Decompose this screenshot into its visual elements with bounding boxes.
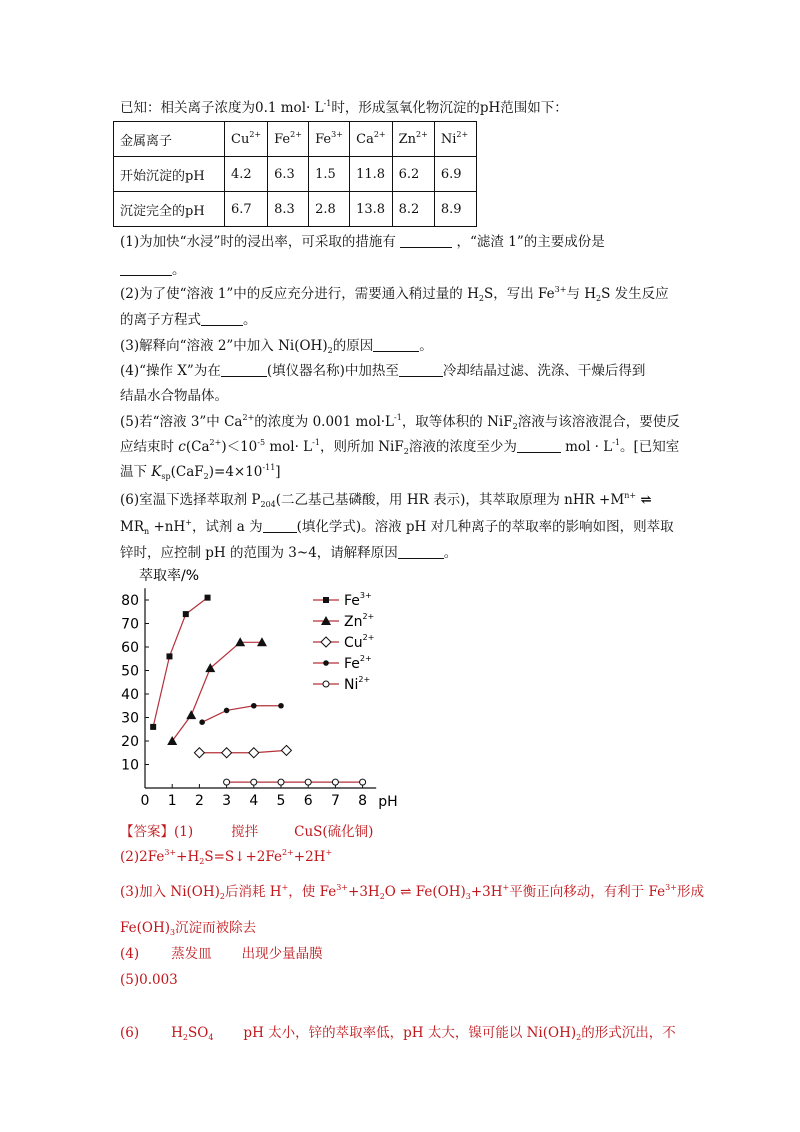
answer-3: (3)加入 $Ni(OH)_2$后消耗 H+，使 $Fe^{3+}+3H_2O$ ⇌ $Fe(OH)_3+3H^+$平衡正向移动，有利于 $Fe^{3+}$形成 (120, 883, 704, 901)
table-header-cell: $Fe^{3+}$ (309, 122, 350, 157)
table-row-label: 沉淀完全的pH (114, 192, 225, 227)
question-5: (5)若“溶液 3”中 $Ca^{2+}$的浓度为 0.001 $mol\cdot L^{-1}$，取等体积的 NiF$_2$溶液与该溶液混合，要使反 (120, 413, 680, 431)
data-point (222, 748, 232, 758)
question-6-cont: $MR_n +nH^+$，试剂 a 为 (填化学式)。溶液 pH 对几种离子的萃取率的影响如图，则萃取 (120, 518, 674, 536)
table-cell: 6.3 (268, 157, 309, 192)
data-point (323, 597, 329, 603)
table-cell: 6.7 (225, 192, 268, 227)
data-point (183, 611, 189, 617)
table-header-cell: $Ni^{2+}$ (434, 122, 476, 157)
data-point (281, 745, 291, 755)
chart-series (150, 595, 365, 785)
question-4-cont: 结晶水合物晶体。 (120, 388, 228, 404)
data-point (224, 708, 230, 714)
answer-blank (263, 518, 297, 533)
data-point (305, 779, 311, 785)
data-point (166, 653, 172, 659)
table-row (114, 192, 477, 227)
answer-blank (399, 362, 443, 377)
answer-blank (517, 438, 561, 453)
table-cell: 6.2 (392, 157, 434, 192)
table-cell: 4.2 (225, 157, 268, 192)
data-point (249, 748, 259, 758)
answer-2: $(2)2Fe^{3+}+H_2S=S↓+2Fe^{2+}+2H^+$ (120, 848, 333, 866)
table-cell: 11.8 (350, 157, 393, 192)
table-cell: 2.8 (309, 192, 350, 227)
data-point (186, 710, 196, 719)
question-5-cont2: 温下 $K_{sp}(CaF_2)=4\times 10^{-11}$] (120, 463, 281, 481)
chart-ticks (121, 593, 367, 809)
data-point (150, 724, 156, 730)
table-header-cell: $Ca^{2+}$ (350, 122, 393, 157)
answer-blank (120, 261, 172, 276)
data-point (205, 595, 211, 601)
data-point (332, 779, 338, 785)
x-tick-label: 3 (222, 793, 232, 809)
question-3: (3)解释向“溶液 2”中加入 $Ni(OH)_2$的原因 。 (120, 338, 433, 355)
x-tick-label: 2 (194, 793, 204, 809)
x-tick-label: 7 (330, 793, 340, 809)
chart-legend (313, 591, 374, 693)
x-tick-label: 8 (358, 793, 368, 809)
intro-text: 已知：相关离子浓度为0.1 $mol\cdot L^{-1}$时，形成氢氧化物沉淀的pH范围如下： (120, 99, 568, 116)
table-header-cell: $Zn^{2+}$ (392, 122, 434, 157)
table-cell: 1.5 (309, 157, 350, 192)
data-point (278, 779, 284, 785)
legend-label: $Cu^{2+}$ (344, 633, 375, 651)
table-cell: 8.3 (268, 192, 309, 227)
question-2-cont: 的离子方程式 。 (120, 312, 257, 328)
data-point (224, 779, 230, 785)
table-row-label: 开始沉淀的pH (114, 157, 225, 192)
data-point (251, 779, 257, 785)
data-point (167, 736, 177, 745)
table-cell: 6.9 (434, 157, 476, 192)
answer-blank (400, 233, 452, 248)
question-1-cont: 。 (120, 260, 186, 280)
data-point (321, 637, 331, 647)
series-line (172, 642, 262, 741)
y-tick-label: 30 (121, 710, 139, 727)
legend-label: $Fe^{3+}$ (344, 591, 372, 609)
series-line (199, 750, 286, 752)
question-6: (6)室温下选择萃取剂 $P_{204}$(二乙基己基磷酸，用 HR 表示)，其萃取原理为 nHR $+M^{n+}$ ⇌ (120, 491, 652, 509)
answer-1: 【答案】(1) 搅拌 CuS(硫化铜) (120, 824, 374, 840)
table-row (114, 157, 477, 192)
question-6-cont2: 锌时，应控制 pH 的范围为 3~4，请解释原因 。 (120, 545, 458, 561)
precipitation-ph-table (113, 121, 477, 227)
extraction-rate-chart (100, 562, 430, 812)
table-header-cell: $Fe^{2+}$ (268, 122, 309, 157)
table-cell: 13.8 (350, 192, 393, 227)
x-tick-label: 1 (167, 793, 177, 809)
data-point (323, 660, 329, 666)
x-tick-label: 5 (276, 793, 286, 809)
answer-blank (221, 362, 267, 377)
answer-6: (6) $H_2SO_4$ pH 太小，锌的萃取率低，pH 太大，镍可能以 $Ni(OH)_2$的形式沉出，不 (120, 1025, 676, 1042)
x-tick-label: 0 (140, 793, 150, 809)
x-tick-label: 4 (249, 793, 259, 809)
data-point (323, 681, 329, 687)
answer-blank (398, 544, 444, 559)
question-2: (2)为了使“溶液 1”中的反应充分进行，需要通入稍过量的 $H_2S$，写出 $Fe^{3+}$与 $H_2S$ 发生反应 (120, 285, 669, 303)
answer-blank (201, 311, 243, 326)
y-tick-label: 80 (121, 593, 139, 609)
x-axis-label: pH (378, 794, 398, 810)
y-axis-label: 萃取率/% (139, 568, 200, 584)
data-point (360, 779, 366, 785)
series-line (153, 598, 207, 727)
y-tick-label: 60 (121, 640, 139, 656)
y-tick-label: 20 (121, 734, 139, 750)
table-header-cell: $Cu^{2+}$ (225, 122, 268, 157)
answer-3-cont: $Fe(OH)_3$沉淀而被除去 (120, 920, 257, 937)
question-4: (4)“操作 X”为在 (填仪器名称)中加热至 冷却结晶过滤、洗涤、干燥后得到 (120, 363, 646, 379)
table-cell: 8.2 (392, 192, 434, 227)
answer-blank (373, 337, 419, 352)
data-point (278, 703, 284, 709)
table-cell: 8.9 (434, 192, 476, 227)
question-5-cont: 应结束时 $c(Ca^{2+})<10^{-5}$ $mol\cdot L^{-1}$，则所加 NiF$_2$溶液的浓度至少为 mol · $L^{-1}$。[已知室 (120, 438, 680, 456)
answer-4: (4) 蒸发皿 出现少量晶膜 (120, 946, 323, 962)
table-header-cell: 金属离子 (114, 122, 225, 157)
y-tick-label: 40 (121, 687, 139, 703)
data-point (199, 719, 205, 725)
legend-label: $Fe^{2+}$ (344, 654, 372, 672)
data-point (251, 703, 257, 709)
y-tick-label: 70 (121, 616, 139, 633)
y-tick-label: 10 (121, 757, 139, 774)
question-1: (1)为加快“水浸”时的浸出率，可采取的措施有 ，“滤渣 1”的主要成份是 (120, 234, 605, 250)
x-tick-label: 6 (303, 793, 313, 809)
data-point (194, 748, 204, 758)
table-header-row (114, 122, 477, 157)
answer-5: (5)0.003 (120, 972, 178, 988)
y-tick-label: 50 (121, 663, 139, 680)
series-line (202, 706, 281, 722)
legend-label: $Zn^{2+}$ (344, 612, 375, 630)
legend-label: $Ni^{2+}$ (344, 675, 371, 693)
